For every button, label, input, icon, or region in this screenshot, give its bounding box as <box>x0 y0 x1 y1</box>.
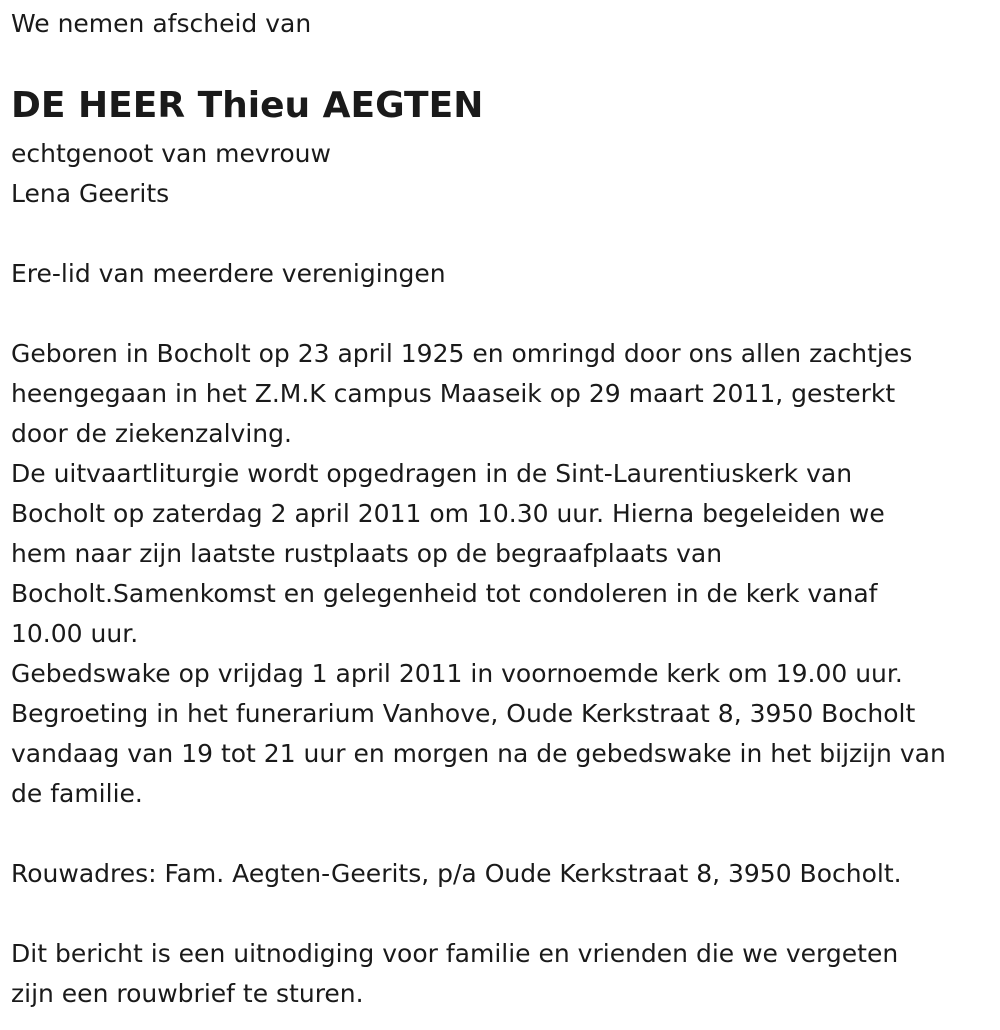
main-text-line: Bocholt.Samenkomst en gelegenheid tot condoleren in de kerk vanaf <box>11 579 878 608</box>
main-text-line: Gebedswake op vrijdag 1 april 2011 in voornoemde kerk om 19.00 uur. <box>11 659 903 688</box>
main-text-line: hem naar zijn laatste rustplaats op de begraafplaats van <box>11 539 723 568</box>
spouse-block <box>11 134 331 214</box>
note-line: Dit bericht is een uitnodiging voor familie en vrienden die we vergeten <box>11 939 899 968</box>
main-text-line: vandaag van 19 tot 21 uur en morgen na de gebedswake in het bijzijn van <box>11 739 946 768</box>
note-block <box>11 934 898 1014</box>
main-text-line: de familie. <box>11 779 143 808</box>
spouse-line: Lena Geerits <box>11 179 170 208</box>
main-text-line: De uitvaartliturgie wordt opgedragen in de Sint-Laurentiuskerk van <box>11 459 853 488</box>
address-block <box>11 854 902 894</box>
deceased-name: DE HEER Thieu AEGTEN <box>11 85 484 126</box>
main-text-line: Bocholt op zaterdag 2 april 2011 om 10.30 uur. Hierna begeleiden we <box>11 499 885 528</box>
main-text-block <box>11 334 946 814</box>
note-line: zijn een rouwbrief te sturen. <box>11 979 364 1008</box>
main-text-line: Begroeting in het funerarium Vanhove, Oude Kerkstraat 8, 3950 Bocholt <box>11 699 916 728</box>
intro-text: We nemen afscheid van <box>11 9 312 38</box>
membership-block <box>11 254 446 294</box>
spouse-line: echtgenoot van mevrouw <box>11 139 331 168</box>
membership-text: Ere-lid van meerdere verenigingen <box>11 259 446 288</box>
main-text-line: heengegaan in het Z.M.K campus Maaseik op 29 maart 2011, gesterkt <box>11 379 896 408</box>
main-text-line: Geboren in Bocholt op 23 april 1925 en omringd door ons allen zachtjes <box>11 339 913 368</box>
main-text-line: 10.00 uur. <box>11 619 139 648</box>
mourning-address: Rouwadres: Fam. Aegten-Geerits, p/a Oude Kerkstraat 8, 3950 Bocholt. <box>11 859 902 888</box>
main-text-line: door de ziekenzalving. <box>11 419 292 448</box>
